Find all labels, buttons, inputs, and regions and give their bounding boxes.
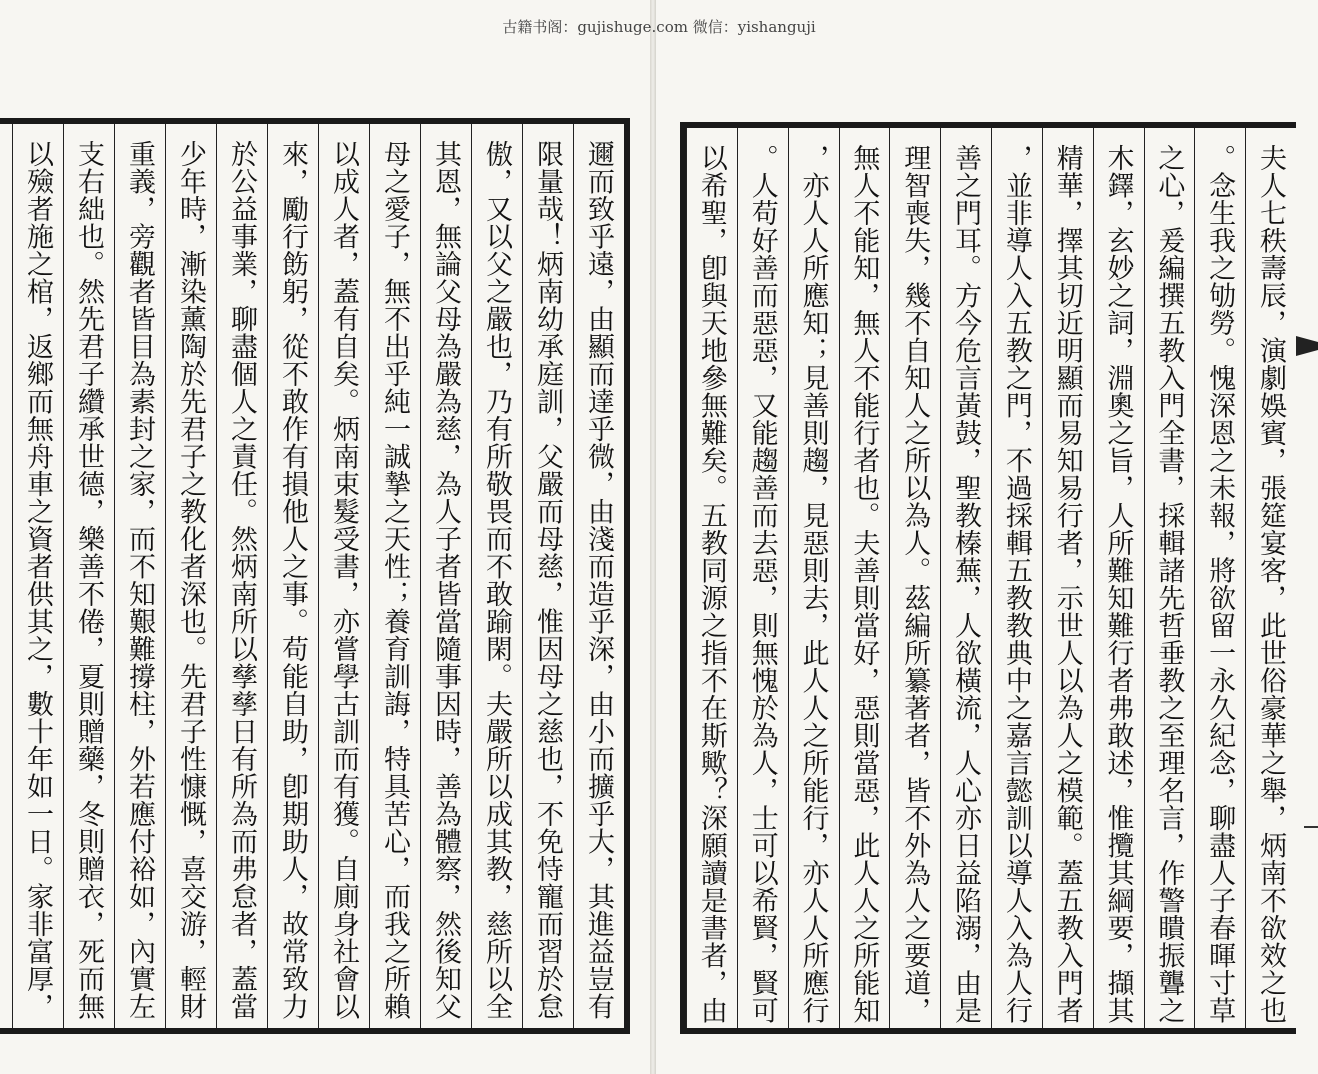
text-column: 木鐸，玄妙之詞，淵奧之旨，人所難知難行者弗敢述，惟攬其綱要，擷其 — [1093, 128, 1144, 1028]
text-column: 善之門耳。方今危言黃鼓，聖教榛蕪，人欲橫流，人心亦日益陷溺，由是 — [940, 128, 991, 1028]
text-column: 理智喪失，幾不自知人之所以為人。茲編所纂著者，皆不外為人之要道， — [889, 128, 940, 1028]
text-column: 傲，又以父之嚴也，乃有所敬畏而不敢踰閑。夫嚴所以成其教，慈所以全 — [471, 124, 522, 1028]
text-column: 以希聖，卽與天地參無難矣。五教同源之指不在斯歟？深願讀是書者，由 — [686, 128, 737, 1028]
page-edge-tab-icon — [1296, 336, 1318, 356]
text-column: 。念生我之劬勞。愧深恩之未報，將欲留一永久紀念，聊盡人子春暉寸草 — [1194, 128, 1245, 1028]
text-column: 限量哉！炳南幼承庭訓，父嚴而母慈，惟因母之慈也，不免恃寵而習於怠 — [522, 124, 573, 1028]
text-column: ，亦人人所應知；見善則趨，見惡則去，此人人之所能行，亦人人所應行 — [788, 128, 839, 1028]
text-column: 重義，旁觀者皆目為素封之家，而不知艱難撐柱，外若應付裕如，內實左 — [114, 124, 165, 1028]
text-column: 夫人七秩壽辰，演劇娛賓，張筵宴客，此世俗豪華之舉，炳南不欲效之也 — [1245, 128, 1296, 1028]
text-column: 來，勵行飭躬，從不敢作有損他人之事。苟能自助，卽期助人，故常致力 — [267, 124, 318, 1028]
text-column: 少年時，漸染薰陶於先君子之教化者深也。先君子性慷慨，喜交游，輕財 — [165, 124, 216, 1028]
page-edge-line — [1304, 826, 1318, 828]
text-column: 以成人者，蓋有自矣。炳南束髮受書，亦嘗學古訓而有獲。自廁身社會以 — [318, 124, 369, 1028]
text-column: 母之愛子，無不出乎純一誠摯之天性；養育訓誨，特具苦心，而我之所賴 — [369, 124, 420, 1028]
text-column: 精華，擇其切近明顯而易知易行者，示世人以為人之模範。蓋五教入門者 — [1042, 128, 1093, 1028]
text-column: 支右絀也。然先君子纘承世德，樂善不倦，夏則贈藥，冬則贈衣，死而無 — [63, 124, 114, 1028]
text-column: 之心，爰編撰五教入門全書，採輯諸先哲垂教之至理名言，作警瞶振聾之 — [1144, 128, 1195, 1028]
text-column: ，並非導人入五教之門，不過採輯五教教典中之嘉言懿訓以導人入為人行 — [991, 128, 1042, 1028]
watermark-text: 古籍书阁：gujishuge.com 微信：yishanguji — [502, 18, 816, 36]
text-column: 於公益事業，聊盡個人之責任。然炳南所以孳孳日有所為而弗怠者，蓋當 — [216, 124, 267, 1028]
left-page-text-columns — [0, 124, 624, 1028]
text-column: 其恩，無論父母為嚴為慈，為人子者皆當隨事因時，善為體察，然後知父 — [420, 124, 471, 1028]
text-column: 以殮者施之棺，返鄉而無舟車之資者供其之，數十年如一日。家非富厚， — [12, 124, 63, 1028]
right-page-text-columns — [686, 128, 1296, 1028]
text-column: 。人苟好善而惡惡，又能趨善而去惡，則無愧於為人，士可以希賢，賢可 — [737, 128, 788, 1028]
text-column: 無人不能知，無人不能行者也。夫善則當好，惡則當惡，此人人之所能知 — [839, 128, 890, 1028]
text-column: 邇而致乎遠，由顯而達乎微，由淺而造乎深，由小而擴乎大，其進益豈有 — [573, 124, 624, 1028]
